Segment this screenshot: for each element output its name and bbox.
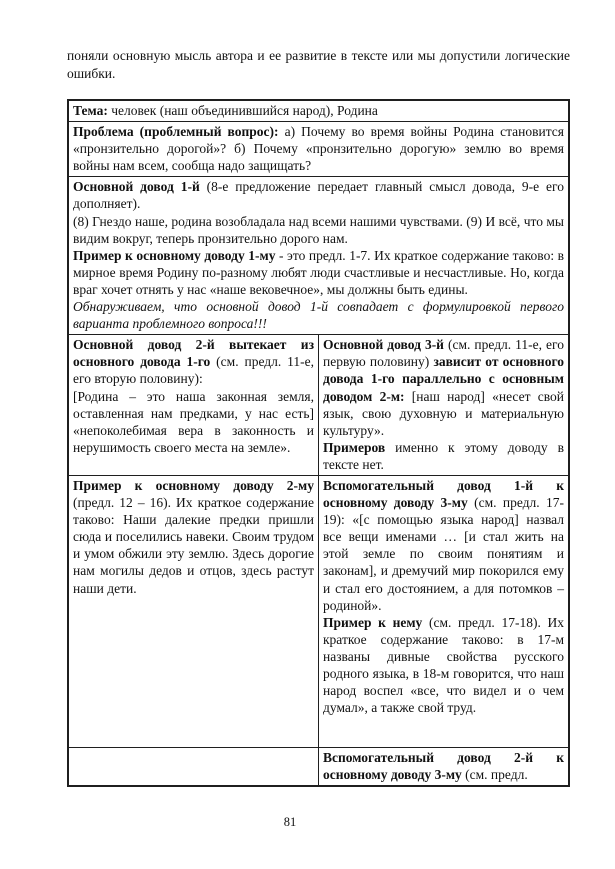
table-row [68,122,569,177]
text-segment: именно к этому доводу в тексте нет. [323,439,564,472]
text-segment: (см. предл. [461,767,528,783]
paragraph [73,477,314,597]
paragraph [73,178,564,212]
paragraph [323,336,564,439]
page-number: 81 [283,815,297,829]
text-segment: Пример к нему [323,614,423,630]
intro-paragraph: поняли основную мысль автора и ее развитие в тексте или мы допустили логические ошибки. [67,48,570,81]
table-row [68,475,569,747]
text-segment: Вспомогательный довод 1-й к основному доводу 3-му [323,477,564,511]
table-row [68,335,569,476]
text-segment: Обнаруживаем, что основной довод 1-й совпадает с формулировкой первого варианта проблемного вопроса!!! [73,299,564,332]
paragraph [73,336,314,387]
text-segment: Пример к основному доводу 2-му [73,477,314,493]
table-cell-left [68,335,319,476]
paragraph [323,439,564,473]
text-segment: (8) Гнездо наше, родина возобладала над всеми нашими чувствами. (9) И всё, что мы видим вокруг, теперь пронзительно дорого нам. [73,213,564,246]
text-segment: Основной довод 3-й [323,337,444,353]
argument-table-body [68,100,569,786]
paragraph [73,247,564,298]
text-segment: Проблема (проблемный вопрос): [73,124,279,140]
text-segment: (8-е предложение передает главный смысл довода, 9-е его дополняет). [73,179,564,212]
table-row [68,177,569,335]
paragraph [73,123,564,174]
text-segment: Пример к основному доводу 1-му [73,247,276,263]
table-cell-full [68,122,569,177]
argument-table [67,99,570,787]
table-row [68,747,569,786]
text-segment: Примеров [323,439,386,455]
text-segment: - это предл. 1-7. Их краткое содержание таково: в мирное время Родину по-разному любят люди счастливые и несчастливые. Но, когда враг хочет отнять у нас «наше вековечное», мы должны быть едины. [73,247,564,297]
table-cell-full [68,177,569,335]
text-segment: [Родина – это наша законная земля, оставленная нам предками, у нас есть] «непоколебимая вера в законность и нерушимость своего места на земле». [73,388,314,455]
paragraph [323,749,564,783]
paragraph [73,102,564,119]
table-cell-left [68,475,319,747]
paragraph [73,213,564,247]
text-segment: а) Почему во время войны Родина становится «пронзительно дорогой»? б) Почему «пронзительно дорогую» землю во время войны нам всем, сообща надо защищать? [73,124,564,174]
document-page [67,47,570,787]
table-row [68,100,569,122]
text-segment: (см. предл. 17-19): «[с помощью языка народ] назвал все вещи именами … [и стал жить на этой земле по своим понятиям и законам], и дремучий мир покорился ему и стал его достоянием, а для потомков – родиной». [323,495,565,613]
text-segment: (см. предл. 17-18). Их краткое содержание таково: в 17-м названы дивные свойства русского родного языка, в 18-м говорится, что наш народ воспел «все, что видел и о чем думал», а также свой труд. [323,614,564,716]
paragraph [73,388,314,456]
table-cell-right [319,475,570,747]
table-cell-full [68,100,569,122]
text-segment: Основной довод 2-й вытекает из основного довода 1-го [73,337,314,370]
text-segment: Вспомогательный довод 2-й к основному доводу 3-му [323,749,564,783]
text-segment: [наш народ] «несет свой язык, свою духовную и материальную культуру». [323,388,564,438]
text-segment: Основной довод 1-й [73,179,200,195]
text-segment: зависит от основного довода 1-го параллельно с основным доводом 2-м: [323,354,564,404]
paragraph [323,477,564,614]
paragraph [73,298,564,332]
table-cell-right [319,747,570,786]
text-segment: (см. предл. 11-е, его первую половину) [323,337,564,370]
text-segment: Тема: [73,103,108,118]
table-cell-left [68,747,319,786]
table-cell-right [319,335,570,476]
paragraph [323,614,564,717]
text-segment: (предл. 12 – 16). Их краткое содержание таково: Наши далекие предки пришли сюда и поселились навеки. Своим трудом и умом обжили эту землю. Здесь дорогие нам могилы дедов и отцов, здесь растут наши дети. [73,495,314,596]
text-segment: (см. предл. 11-е, его вторую половину): [73,354,314,387]
text-segment: человек (наш объединившийся народ), Родина [107,103,378,118]
